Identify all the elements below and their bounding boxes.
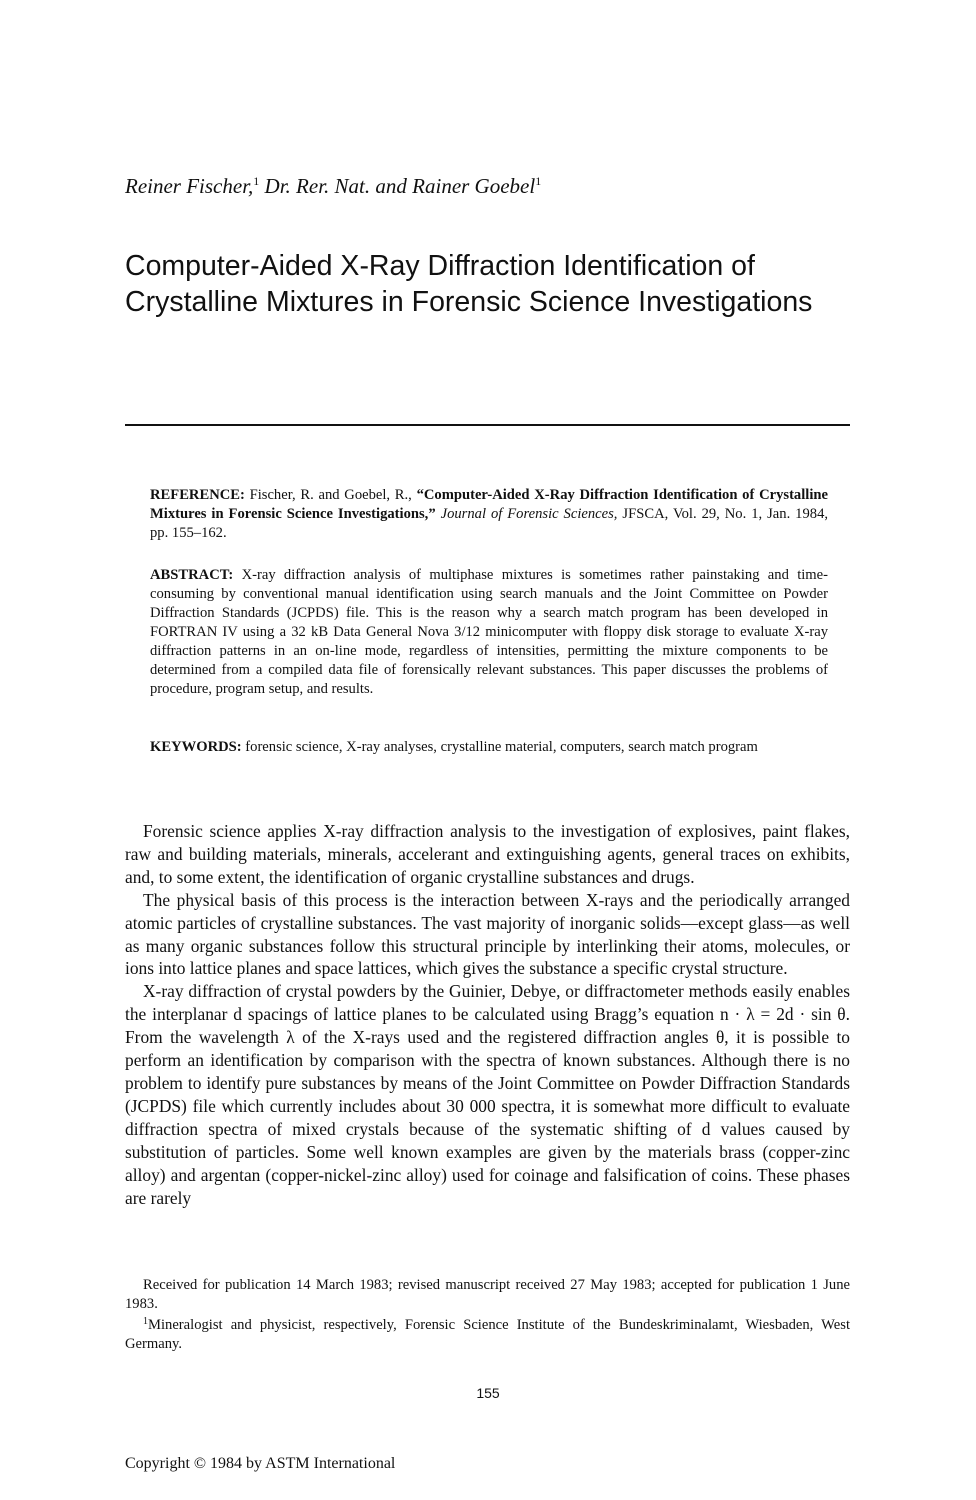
- paper-title: Computer-Aided X-Ray Diffraction Identification of Crystalline Mixtures in Forensic Science Investigations: [125, 250, 813, 318]
- received-footnote: Received for publication 14 March 1983; revised manuscript received 27 May 1983; accepted for publication 1 June 1983.: [125, 1277, 850, 1312]
- author-conjunction: and: [375, 174, 407, 198]
- body-paragraph-2: The physical basis of this process is the interaction between X-rays and the periodically arranged atomic particles of crystalline substances. The vast majority of inorganic solids—except glass—as well as many organic substances follow this structural principle by interlinking their atoms, molecules, or ions into lattice planes and space lattices, which gives the substance a specific crystal structure.: [125, 889, 850, 979]
- author-2-name: Rainer Goebel: [412, 174, 536, 198]
- affiliation-footnote-mark: 1: [143, 1316, 148, 1327]
- reference-block: [150, 486, 828, 543]
- footnotes: [125, 1276, 850, 1353]
- reference-article-title: “Computer-Aided X-Ray Diffraction Identification of Crystalline Mixtures in Forensic Science Investigations,”: [150, 487, 828, 522]
- author-1-degree: Dr. Rer. Nat.: [264, 174, 371, 198]
- keywords-label: KEYWORDS:: [150, 739, 242, 755]
- body-paragraph-3: X-ray diffraction of crystal powders by the Guinier, Debye, or diffractometer methods easily enables the interplanar d spacings of lattice planes to be calculated using Bragg’s equation n · λ = 2d · sin θ. From the wavelength λ of the X-rays used and the registered diffraction angles θ, it is possible to perform an identification by comparison with the spectra of known substances. Although there is no problem to identify pure substances by means of the Joint Committee on Powder Diffraction Standards (JCPDS) file which currently includes about 30 000 spectra, it is somewhat more difficult to evaluate diffraction spectra of mixed crystals because of the systematic shifting of d values caused by substitution of particles. Some well known examples are given by the materials brass (copper-zinc alloy) and argentan (copper-nickel-zinc alloy) used for coinage and falsification of coins. These phases are rarely: [125, 981, 850, 1208]
- reference-label: REFERENCE:: [150, 487, 245, 503]
- author-1-footnote-mark: 1: [253, 174, 260, 188]
- keywords-text: forensic science, X-ray analyses, crystalline material, computers, search match program: [245, 739, 758, 755]
- page-number: 155: [476, 1385, 500, 1401]
- reference-details: JFSCA, Vol. 29, No. 1, Jan. 1984, pp. 155–162.: [150, 506, 829, 541]
- body-text: [125, 820, 850, 1209]
- copyright-notice: Copyright © 1984 by ASTM International: [125, 1455, 396, 1472]
- affiliation-text: Mineralogist and physicist, respectively, Forensic Science Institute of the Bundeskriminalamt, Wiesbaden, West Germany.: [125, 1317, 850, 1352]
- abstract-text: X-ray diffraction analysis of multiphase mixtures is sometimes rather painstaking and time-consuming by conventional manual identification using search manuals and the Joint Committee on Powder Diffraction Standards (JCPDS) file. This is the reason why a search match program has been developed in FORTRAN IV using a 32 kB Data General Nova 3/12 minicomputer with floppy disk storage to evaluate X-ray diffraction patterns in an on-line mode, regardless of intensities, permitting the mixture components to be determined from a compiled data file of forensically relevant substances. This paper discusses the problems of procedure, program setup, and results.: [150, 567, 828, 697]
- author-2-footnote-mark: 1: [535, 174, 542, 188]
- affiliation-footnote: [125, 1313, 850, 1353]
- author-line: [125, 168, 865, 199]
- title-divider: [125, 424, 850, 426]
- author-1-name: Reiner Fischer,: [125, 174, 254, 198]
- reference-authors: Fischer, R. and Goebel, R.,: [249, 487, 412, 503]
- abstract-block: [150, 566, 828, 699]
- reference-journal: Journal of Forensic Sciences,: [440, 506, 618, 522]
- keywords-block: [150, 738, 828, 757]
- body-paragraph-1: Forensic science applies X-ray diffraction analysis to the investigation of explosives, paint flakes, raw and building materials, minerals, accelerant and extinguishing agents, general traces on exhibits, and, to some extent, the identification of organic crystalline substances and drugs.: [125, 821, 850, 887]
- abstract-label: ABSTRACT:: [150, 567, 234, 583]
